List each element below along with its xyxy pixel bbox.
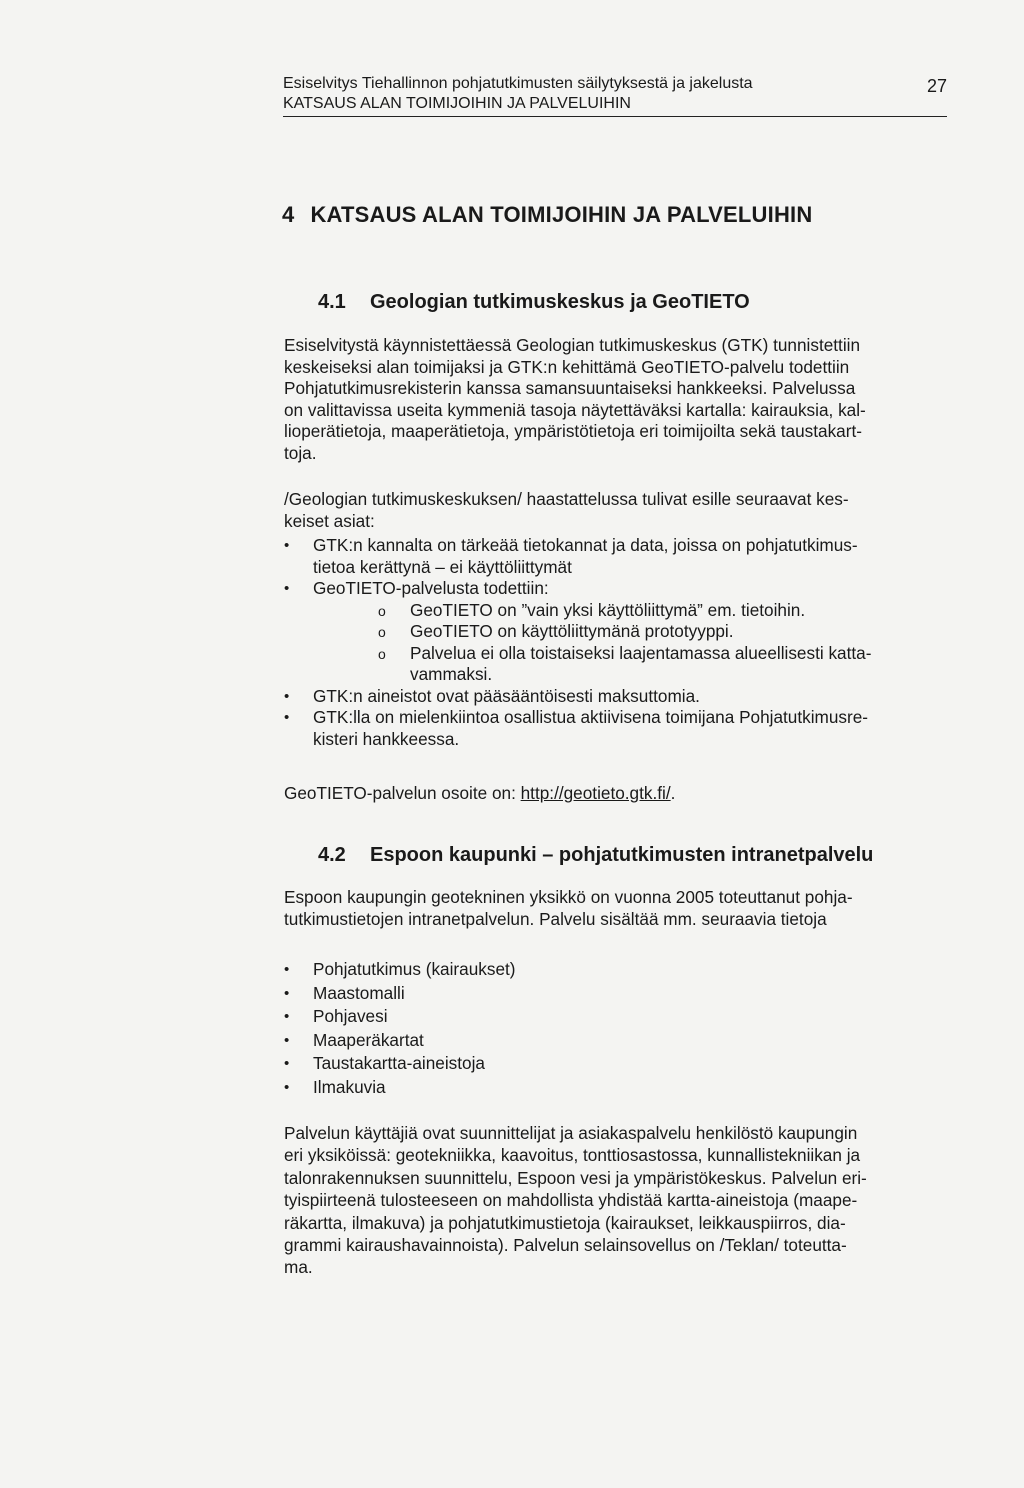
list-item-text: GTK:lla on mielenkiintoa osallistua aktiivisena toimijana Pohjatutkimusre- (313, 707, 869, 727)
list-item-text: Ilmakuvia (313, 1076, 386, 1097)
section-number: 4.1 (318, 291, 346, 313)
list-item (284, 982, 946, 1006)
sub-bullet-marker: o (378, 645, 386, 662)
bullet-marker: • (284, 580, 290, 597)
list-item-text: vammaksi. (410, 664, 493, 684)
section2-closing-paragraph (284, 1122, 946, 1279)
address-suffix: . (670, 783, 676, 803)
bullet-marker: • (284, 1008, 290, 1026)
list-item (284, 1052, 946, 1076)
list-item-text: Maastomalli (313, 982, 405, 1003)
list-item-continuation (284, 729, 946, 751)
bullet-marker: • (284, 1078, 290, 1096)
header-document-title: Esiselvitys Tiehallinnon pohjatutkimusten säilytyksestä ja jakelusta (283, 75, 753, 92)
header-chapter-title: KATSAUS ALAN TOIMIJOIHIN JA PALVELUIHIN (283, 95, 631, 112)
list-item-text: GTK:n kannalta on tärkeää tietokannat ja data, joissa on pohjatutkimus- (313, 535, 858, 555)
sub-bullet-marker: o (378, 624, 386, 640)
sub-bullet-marker: o (378, 602, 386, 619)
list-item-text: GTK:n aineistot ovat pääsääntöisesti maksuttomia. (313, 685, 700, 706)
text-line: ma. (284, 1257, 313, 1278)
list-item-text: Maaperäkartat (313, 1029, 424, 1050)
bullet-marker: • (284, 984, 290, 1002)
list-item (284, 707, 946, 729)
section1-intro-paragraph (284, 335, 946, 464)
text-line: talonrakennuksen suunnittelu, Espoon vesi ja ympäristökeskus. Palvelun eri- (284, 1167, 867, 1188)
section-number: 4.2 (318, 844, 346, 866)
text-line: Esiselvitystä käynnistettäessä Geologian tutkimuskeskus (GTK) tunnistettiin (284, 335, 861, 355)
chapter-number: 4 (282, 202, 295, 227)
text-line: on valittavissa useita kymmeniä tasoja näytettäväksi kartalla: kairauksia, kal- (284, 399, 866, 420)
text-line: toja. (284, 442, 317, 463)
sub-list-item (284, 621, 946, 643)
bullet-marker: • (284, 961, 290, 978)
sub-list-item-continuation (284, 664, 946, 686)
geotieto-address-line (284, 783, 946, 805)
page-number: 27 (926, 76, 947, 96)
text-line: keiset asiat: (284, 510, 375, 531)
list-item-text: tietoa kerättynä – ei käyttöliittymät (313, 556, 572, 577)
list-item (284, 535, 946, 557)
text-line: tyispiirteenä tulosteeseen on mahdollista yhdistää kartta-aineistoja (maape- (284, 1190, 858, 1211)
text-line: keskeiseksi alan toimijaksi ja GTK:n kehittämä GeoTIETO-palvelu todettiin (284, 356, 850, 377)
text-line: lioperätietoja, maaperätietoja, ympäristötietoja eri toimijoilta sekä taustakart- (284, 421, 862, 441)
section2-intro-paragraph (284, 887, 946, 930)
section2-bullet-list (284, 958, 946, 1100)
list-item (284, 686, 946, 708)
sub-list-item (284, 643, 946, 665)
running-header (283, 74, 947, 114)
list-item-text: Pohjavesi (313, 1006, 388, 1027)
list-item (284, 1005, 946, 1029)
address-prefix: GeoTIETO-palvelun osoite on: (284, 783, 521, 803)
section-heading-4-2 (318, 844, 873, 867)
geotieto-link[interactable]: http://geotieto.gtk.fi/ (520, 783, 671, 803)
text-line: eri yksiköissä: geotekniikka, kaavoitus, tonttiosastossa, kunnallistekniikan ja (284, 1145, 861, 1166)
text-line: Espoon kaupungin geotekninen yksikkö on vuonna 2005 toteuttanut pohja- (284, 887, 853, 907)
list-item-text: GeoTIETO on käyttöliittymänä prototyyppi. (410, 621, 734, 641)
list-item-continuation (284, 557, 946, 579)
text-line: grammi kairaushavainnoista). Palvelun selainsovellus on /Teklan/ toteutta- (284, 1235, 847, 1256)
list-item (284, 958, 946, 982)
section-title: Espoon kaupunki – pohjatutkimusten intranetpalvelu (370, 844, 874, 866)
chapter-heading (282, 202, 812, 228)
list-item (284, 1076, 946, 1100)
bullet-marker: • (284, 687, 290, 705)
sub-list-item (284, 600, 946, 622)
bullet-marker: • (284, 709, 290, 726)
section-title: Geologian tutkimuskeskus ja GeoTIETO (370, 291, 750, 313)
list-item (284, 1029, 946, 1053)
list-item-text: GeoTIETO on ”vain yksi käyttöliittymä” em. tietoihin. (410, 599, 806, 620)
text-line: räkartta, ilmakuva) ja pohjatutkimustietoja (kairaukset, leikkauspiirros, dia- (284, 1212, 846, 1233)
list-item-text: GeoTIETO-palvelusta todettiin: (313, 578, 549, 598)
list-item-text: kisteri hankkeessa. (313, 728, 460, 749)
header-divider (283, 116, 947, 117)
section1-interview-paragraph (284, 489, 946, 532)
chapter-title: KATSAUS ALAN TOIMIJOIHIN JA PALVELUIHIN (310, 202, 813, 227)
bullet-marker: • (284, 1055, 290, 1073)
section1-bullet-list (284, 535, 946, 750)
bullet-marker: • (284, 537, 290, 554)
bullet-marker: • (284, 1031, 290, 1049)
text-line: /Geologian tutkimuskeskuksen/ haastattelussa tulivat esille seuraavat kes- (284, 489, 849, 509)
list-item-text: Pohjatutkimus (kairaukset) (313, 959, 516, 979)
section-heading-4-1 (318, 291, 750, 314)
text-line: Palvelun käyttäjiä ovat suunnittelijat ja asiakaspalvelu henkilöstö kaupungin (284, 1123, 858, 1143)
list-item (284, 578, 946, 600)
text-line: tutkimustietojen intranetpalvelun. Palvelu sisältää mm. seuraavia tietoja (284, 908, 827, 929)
list-item-text: Palvelua ei olla toistaiseksi laajentamassa alueellisesti katta- (410, 642, 872, 663)
text-line: Pohjatutkimusrekisterin kanssa samansuuntaiseksi hankkeeksi. Palvelussa (284, 378, 856, 398)
list-item-text: Taustakartta-aineistoja (313, 1053, 485, 1074)
